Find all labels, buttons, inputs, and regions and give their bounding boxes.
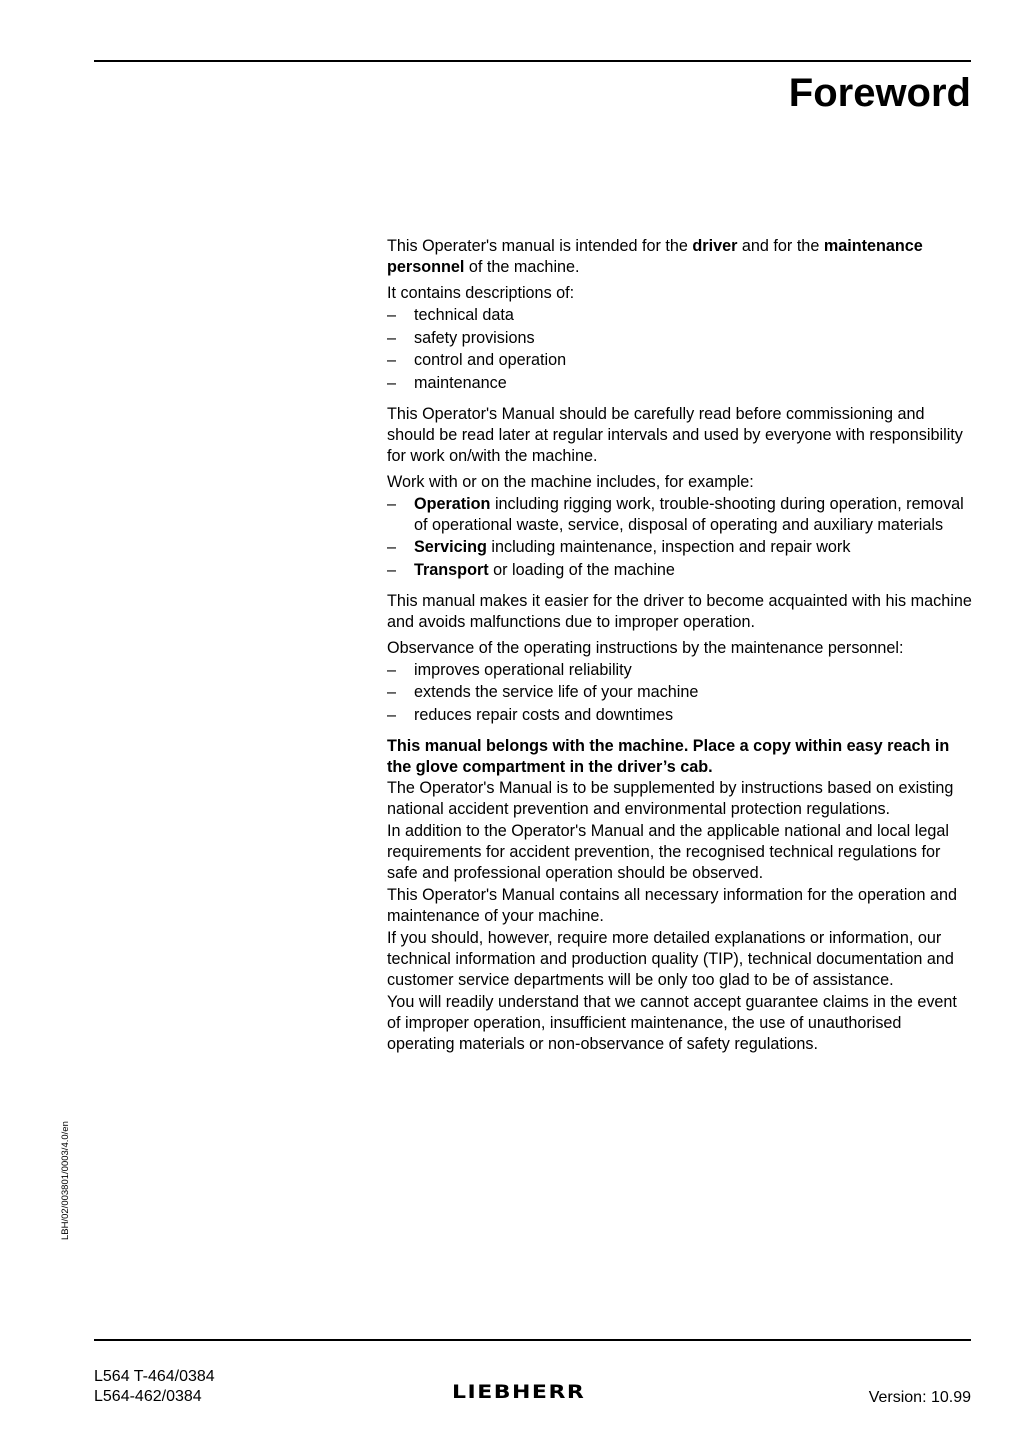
contains-list bbox=[387, 305, 972, 394]
read-carefully-paragraph: This Operator's Manual should be carefully read before commissioning and should be read later at regular intervals and used by everyone with responsibility for work on/with the machine. bbox=[387, 404, 963, 465]
footer-rule bbox=[94, 1339, 971, 1341]
list-item: – Transport or loading of the machine bbox=[387, 560, 675, 579]
model-line-2: L564-462/0384 bbox=[94, 1388, 202, 1405]
observance-list bbox=[387, 660, 972, 726]
document-code: LBH/02/003801/0003/4.0/en bbox=[60, 1121, 71, 1240]
list-item: – improves operational reliability bbox=[387, 660, 632, 679]
supplement-paragraph: The Operator's Manual is to be supplemented by instructions based on existing national accident prevention and environmental protection regulations. bbox=[387, 778, 954, 818]
header-rule bbox=[94, 60, 971, 62]
contains-paragraph: It contains descriptions of: bbox=[387, 284, 575, 302]
list-item: – technical data bbox=[387, 306, 514, 324]
list-item: – Servicing including maintenance, inspection and repair work bbox=[387, 538, 851, 556]
list-item: – Operation including rigging work, trouble-shooting during operation, removal of operational waste, service, disposal of operating and auxiliary materials bbox=[387, 494, 964, 534]
model-line-1: L564 T-464/0384 bbox=[94, 1368, 215, 1385]
list-item: – extends the service life of your machine bbox=[387, 683, 699, 701]
list-item: – control and operation bbox=[387, 351, 567, 369]
page-title: Foreword bbox=[788, 71, 971, 115]
intro-paragraph: This Operater's manual is intended for the driver and for the maintenance personnel of the machine. bbox=[387, 237, 923, 276]
assistance-paragraph: If you should, however, require more detailed explanations or information, our technical information and production quality (TIP), technical documentation and customer service departments will be only too glad to be of assistance. bbox=[387, 928, 954, 989]
version-label: Version: 10.99 bbox=[868, 1389, 971, 1406]
observance-paragraph: Observance of the operating instructions by the maintenance personnel: bbox=[387, 638, 904, 657]
work-with-paragraph: Work with or on the machine includes, for example: bbox=[387, 472, 754, 491]
list-item: – maintenance bbox=[387, 373, 507, 392]
legal-paragraph: In addition to the Operator's Manual and the applicable national and local legal requirements for accident prevention, the recognised technical regulations for safe and professional operation should be observed. bbox=[387, 821, 949, 882]
liebherr-logo: LIEBHERR bbox=[452, 1381, 586, 1404]
guarantee-paragraph: You will readily understand that we cannot accept guarantee claims in the event of improper operation, insufficient maintenance, the use of unauthorised operating materials or non-observance of safety regulations. bbox=[387, 992, 957, 1053]
list-item: – safety provisions bbox=[387, 328, 535, 347]
model-numbers bbox=[94, 1367, 215, 1407]
list-item: – reduces repair costs and downtimes bbox=[387, 705, 674, 724]
work-list bbox=[387, 494, 972, 581]
belongs-paragraph: This manual belongs with the machine. Place a copy within easy reach in the glove compartment in the driver’s cab. bbox=[387, 736, 950, 776]
body-text bbox=[387, 236, 972, 1055]
contains-info-paragraph: This Operator's Manual contains all necessary information for the operation and maintenance of your machine. bbox=[387, 885, 957, 925]
easier-paragraph: This manual makes it easier for the driver to become acquainted with his machine and avoids malfunctions due to improper operation. bbox=[387, 591, 972, 631]
